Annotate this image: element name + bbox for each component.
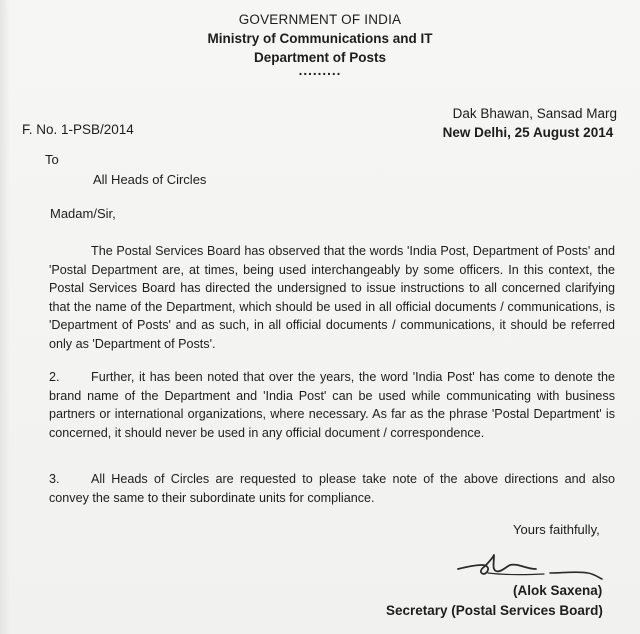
recipient: All Heads of Circles [93,172,207,187]
address-line: Dak Bhawan, Sansad Marg [452,106,617,121]
paragraph-2 [49,368,615,442]
signer-name: (Alok Saxena) [513,583,603,598]
paragraph-text: The Postal Services Board has observed that the words 'India Post, Department of Posts' and 'Postal Department are, at times, being used interchangeably by some officers. In this context, the Postal Services Board has directed the undersigned to issue instructions to all concerned clarifying that the name of the Department, which should be used in all official documents / communications, is 'Department of Posts' and as such, in all official documents / communications, it should be referred only as 'Department of Posts'. [49,244,615,351]
letterhead-department: Department of Posts [253,50,387,65]
paragraph-number: 3. [49,472,60,486]
to-label: To [45,152,59,167]
paragraph-text: All Heads of Circles are requested to please take note of the above directions and also convey the same to their subordinate units for compliance. [49,472,615,505]
signer-title: Secretary (Postal Services Board) [386,603,603,618]
letterhead [0,10,640,77]
paragraph-1 [49,242,615,353]
closing: Yours faithfully, [513,522,600,537]
file-number: F. No. 1-PSB/2014 [22,122,134,137]
letterhead-government: GOVERNMENT OF INDIA [238,12,402,27]
date-line: New Delhi, 25 August 2014 [442,125,614,140]
address-block [443,104,617,142]
salutation: Madam/Sir, [50,206,116,221]
paragraph-3 [49,470,615,507]
letterhead-dots: ......... [298,63,342,78]
paragraph-number: 2. [49,370,60,384]
handwritten-signature [452,543,612,585]
page-edge-shadow [0,0,10,634]
paragraph-text: Further, it has been noted that over the years, the word 'India Post' has come to denote the brand name of the Department and 'India Post' can be used while communicating with business partners or international organizations, where necessary. As far as the phrase 'Postal Department' is concerned, it should never be used in any official document / correspondence. [49,370,615,440]
letterhead-ministry: Ministry of Communications and IT [207,31,433,46]
